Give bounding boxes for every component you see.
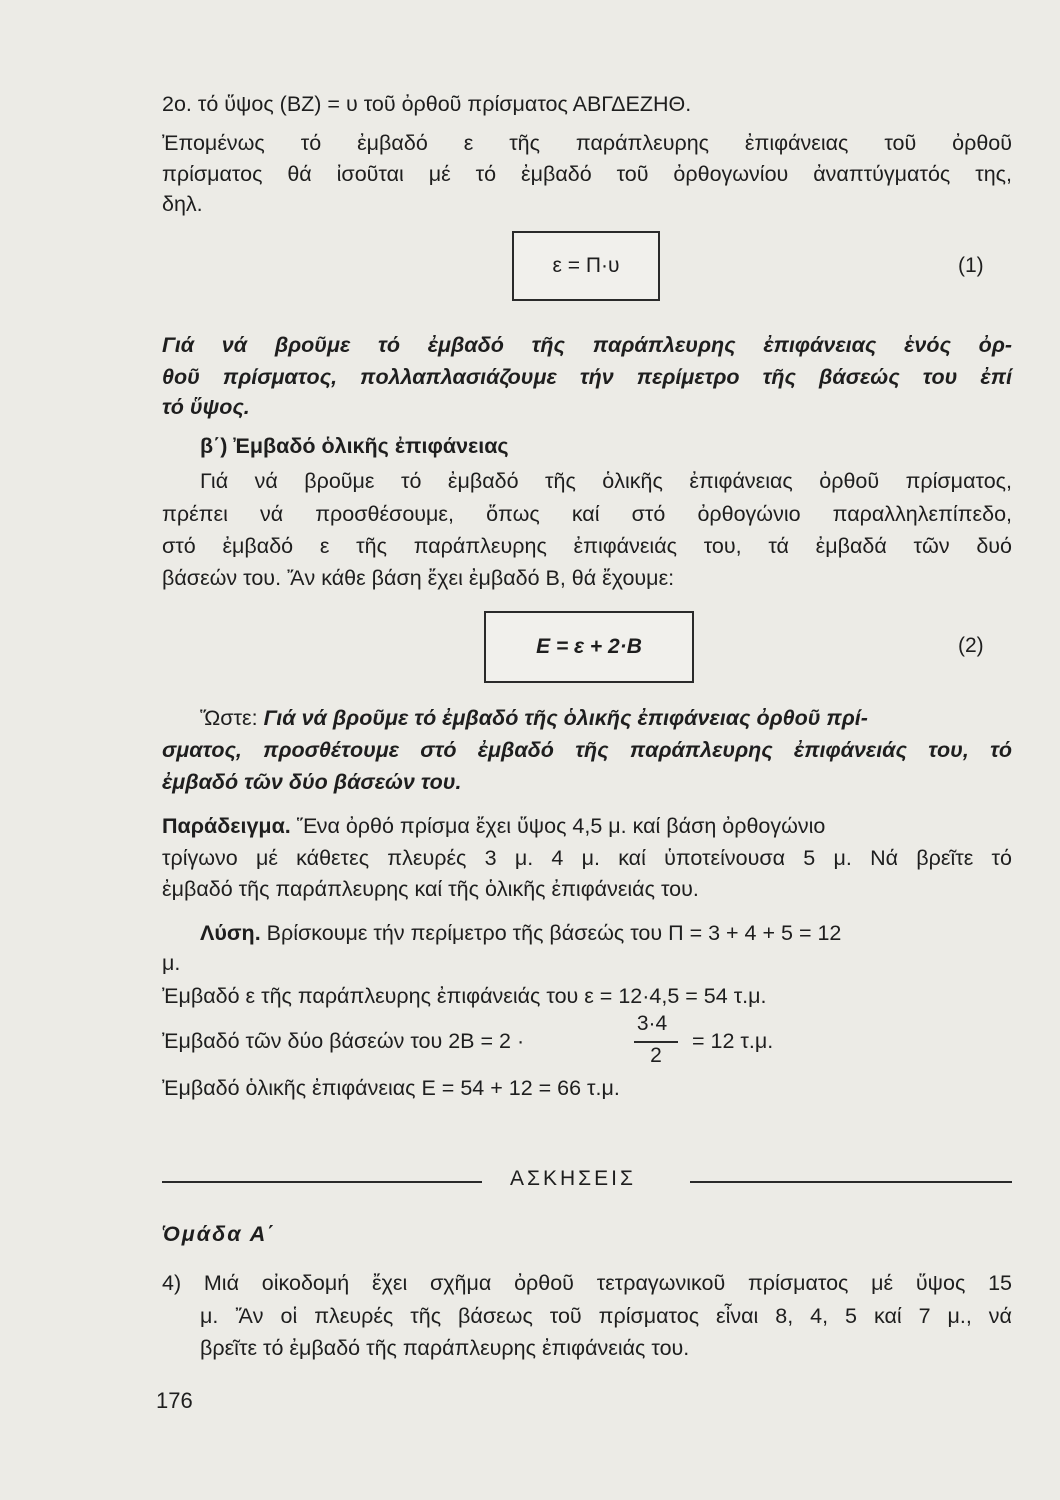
exercise-group-heading: Ὁμάδα Α΄	[162, 1222, 277, 1246]
solution-line-4-start: Ἐμβαδό τῶν δύο βάσεών του 2Β = 2 ·	[162, 1029, 525, 1053]
page-number: 176	[156, 1388, 193, 1413]
exercise-4-line-1: 4) Μιά οἰκοδομή ἔχει σχῆμα ὀρθοῦ τετραγωνικοῦ πρίσματος μέ ὕψος 15	[162, 1271, 1012, 1295]
fraction-bar	[634, 1041, 678, 1043]
rule-2-line-2: σματος, προσθέτουμε στό ἐμβαδό τῆς παράπλευρης ἐπιφάνειάς του, τό	[162, 738, 1012, 762]
example-label: Παράδειγμα.	[162, 814, 291, 838]
rule-2-line-1	[200, 702, 1012, 734]
section-b-line-1: Γιά νά βροῦμε τό ἐμβαδό τῆς ὁλικῆς ἐπιφάνειας ὀρθοῦ πρίσματος,	[200, 469, 1012, 493]
intro-line-2: Ἐπομένως τό ἐμβαδό ε τῆς παράπλευρης ἐπιφάνειας τοῦ ὀρθοῦ	[162, 131, 1012, 155]
exercises-heading: ΑΣΚΗΣΕΙΣ	[510, 1167, 636, 1190]
equation-number-1: (1)	[958, 254, 984, 277]
example-line-2: τρίγωνο μέ κάθετες πλευρές 3 μ. 4 μ. καί ὑποτείνουσα 5 μ. Νά βρεῖτε τό	[162, 846, 1012, 870]
section-b-line-4: βάσεών του. Ἄν κάθε βάση ἔχει ἐμβαδό Β, θά ἔχουμε:	[162, 566, 675, 590]
formula-2: Ε = ε + 2·Β	[536, 635, 642, 658]
example-line-1-text: Ἕνα ὀρθό πρίσμα ἔχει ὕψος 4,5 μ. καί βάση ὀρθογώνιο	[290, 814, 826, 838]
formula-2-box	[484, 611, 694, 683]
example-line-1	[162, 810, 1012, 842]
solution-line-4-end: = 12 τ.μ.	[692, 1029, 774, 1053]
exercise-4-line-2: μ. Ἄν οἱ πλευρές τῆς βάσεως τοῦ πρίσματος εἶναι 8, 4, 5 καί 7 μ., νά	[200, 1304, 1012, 1328]
equation-number-2: (2)	[958, 634, 984, 657]
rule-1-line-1: Γιά νά βροῦμε τό ἐμβαδό τῆς παράπλευρης ἐπιφάνειας ἑνός ὀρ-	[162, 333, 1012, 357]
formula-1: ε = Π·υ	[552, 254, 620, 277]
solution-line-1	[200, 917, 1050, 949]
rule-2-line-3: ἐμβαδό τῶν δύο βάσεών του.	[162, 770, 462, 794]
solution-line-2: μ.	[162, 951, 181, 975]
intro-line-3: πρίσματος θά ἰσοῦται μέ τό ἐμβαδό τοῦ ὀρθογωνίου ἀναπτύγματός της,	[162, 162, 1012, 186]
solution-line-1-text: Βρίσκουμε τήν περίμετρο τῆς βάσεώς του Π = 3 + 4 + 5 = 12	[260, 921, 842, 945]
intro-line-4: δηλ.	[162, 192, 203, 216]
solution-line-5: Ἐμβαδό ὁλικῆς ἐπιφάνειας Ε = 54 + 12 = 66 τ.μ.	[162, 1076, 620, 1100]
exercise-4-line-3: βρεῖτε τό ἐμβαδό τῆς παράπλευρης ἐπιφάνειάς του.	[200, 1336, 690, 1360]
rule-1-line-3: τό ὕψος.	[162, 395, 250, 419]
rule-left	[162, 1181, 482, 1183]
solution-line-3: Ἐμβαδό ε τῆς παράπλευρης ἐπιφάνειάς του ε = 12·4,5 = 54 τ.μ.	[162, 984, 767, 1008]
rule-1-line-2: θοῦ πρίσματος, πολλαπλασιάζουμε τήν περίμετρο τῆς βάσεώς του ἐπί	[162, 365, 1012, 389]
solution-label: Λύση.	[200, 921, 261, 945]
fraction-numerator: 3·4	[636, 1012, 668, 1035]
fraction-denominator: 2	[650, 1044, 662, 1067]
rule-2-prefix: Ὥστε:	[200, 706, 264, 730]
rule-right	[690, 1181, 1012, 1183]
section-b-heading: β΄) Ἐμβαδό ὁλικῆς ἐπιφάνειας	[200, 434, 509, 458]
example-line-3: ἐμβαδό τῆς παράπλευρης καί τῆς ὁλικῆς ἐπιφάνειάς του.	[162, 877, 699, 901]
intro-line-1: 2ο. τό ὕψος (ΒΖ) = υ τοῦ ὀρθοῦ πρίσματος ΑΒΓΔΕΖΗΘ.	[162, 92, 692, 116]
section-b-line-3: στό ἐμβαδό ε τῆς παράπλευρης ἐπιφάνειάς του, τά ἐμβαδά τῶν δυό	[162, 534, 1012, 558]
section-b-line-2: πρέπει νά προσθέσουμε, ὅπως καί στό ὀρθογώνιο παραλληλεπίπεδο,	[162, 502, 1012, 526]
rule-2-line-1-text: Γιά νά βροῦμε τό ἐμβαδό τῆς ὁλικῆς ἐπιφάνειας ὀρθοῦ πρί-	[263, 706, 868, 730]
formula-1-box	[512, 231, 660, 301]
